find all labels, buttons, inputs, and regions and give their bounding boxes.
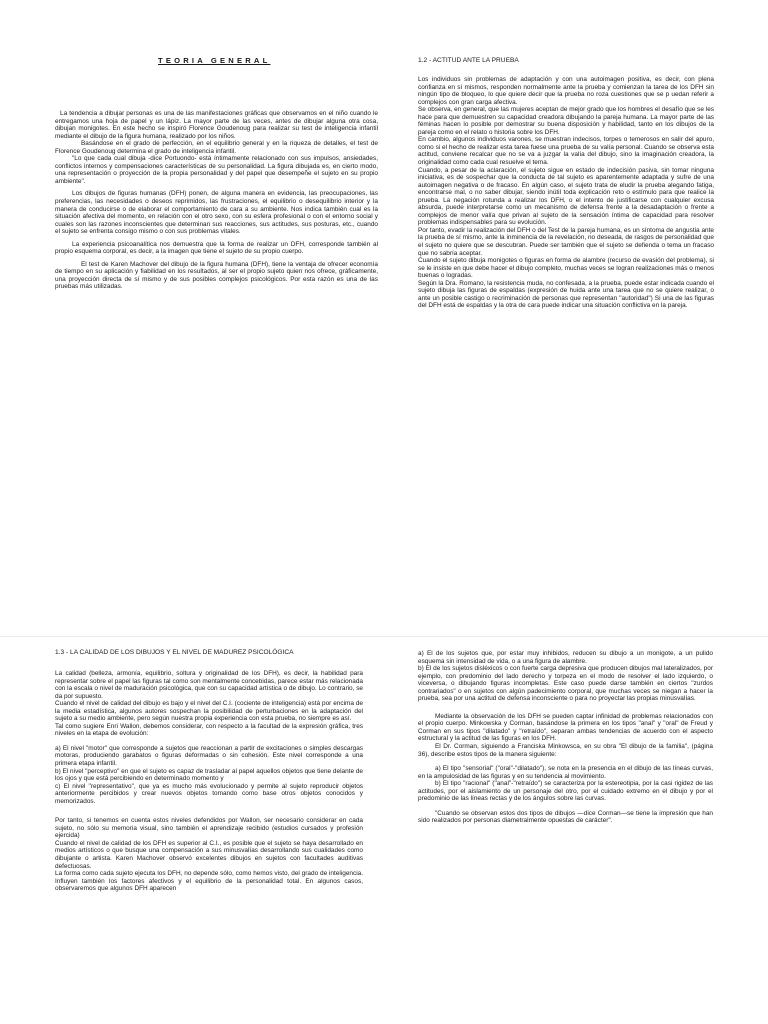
paragraph: Por tanto, evadir la realización del DFH o del Test de la pareja humana, es un síntoma de angustia ante la prueba de sí mismo, ante la inminencia de la revelación, no deseada, de rasgos de personalidad que el sujeto no quiere que se descubran. Puede ser también que el sujeto se defienda o tema un fracaso que no sabría aceptar. bbox=[418, 226, 714, 257]
paragraph: Se observa, en general, que las mujeres aceptan de mejor grado que los hombres el desafío que se les hace para que demuestren su capacidad creadora dibujando la pareja humana. La mayor parte de las féminas hacen lo posible por demostrar su buena disposición y habilidad, tanto en los dibujos de la pareja como en el relato o historia sobre los DFH. bbox=[418, 106, 714, 136]
paragraph: Basándose en el grado de perfección, en el equilibrio general y en la riqueza de detalles, el test de Florence Goudenoug determina el grado de inteligencia infantil. bbox=[55, 140, 378, 155]
page-divider bbox=[0, 636, 768, 637]
paragraph: Tal como sugiere Enri Wallon, debemos considerar, con respecto a la facultad de la expresión gráfica, tres niveles en la etapa de evolución: bbox=[55, 722, 363, 738]
paragraph: Cuando el sujeto dibuja monigotes o figuras en forma de alambre (recurso de evasión del problema), si se le insiste en que debe hacer el dibujo completo, muchas veces se logran realizaciones más o menos buenas o logradas. bbox=[418, 257, 714, 280]
paragraph: En cambio, algunos individuos varones, se muestran indecisos, torpes o temerosos en salir del apuro, como si el hecho de realizar esta tarea fuese una prueba de su valía personal. Cuando se observa esta actitud, conviene recalcar que no se va a juzgar la valía del dibujo, sino la imaginación creadora, la originalidad como cada cual resuelve el tema. bbox=[418, 136, 714, 167]
page-1-right-column bbox=[418, 76, 714, 310]
paragraph: Cuando el nivel de calidad del dibujo es bajo y el nivel del C.I. (cociente de inteligencia) está por encima de la media estadística, algunos autores sospechan la posibilidad de perturbaciones en la adaptación del sujeto a su medio ambiente, pero según nuestra propia experiencia con esta prueba, no siempre es así. bbox=[55, 700, 363, 723]
paragraph: "Lo que cada cual dibuja -dice Portuondo- está íntimamente relacionado con sus impulsos, ansiedades, conflictos internos y compensaciones características de su personalidad. La figura dibujada es, en cierto modo, una representación o proyección de la propia personalidad y del papel que desempeñe el sujeto en su propio ambiente". bbox=[55, 155, 378, 185]
paragraph: La tendencia a dibujar personas es una de las manifestaciones gráficas que observamos en el niño cuando le entregamos una hoja de papel y un lápiz. La mayor parte de las veces, antes de dibujar alguna otra cosa, dibujan monigotes. En este hecho se inspiró Florence Goudenoug para realizar su test de inteligencia infantil mediante el dibujo de la figura humana, realizado por los niños. bbox=[55, 110, 378, 140]
page-2-right-column bbox=[418, 650, 713, 825]
page-1-left-title: TEORIA GENERAL bbox=[158, 56, 271, 65]
paragraph: b) El de los sujetos disléxicos o con fuerte carga depresiva que producen dibujos mal lateralizados, por ejemplo, con predominio del lado derecho y torpeza en el modo de resolver el lado izquierdo, o viceversa, o dibujando figuras incompletas. Este caso puede darse también en ciertos "zurdos contrariados" o en sujetos con algún padecimiento corporal, que muchas veces se niegan a hacer la prueba, sea por una actitud de defensa inconsciente o para no proyectar las propias minusvalías. bbox=[418, 665, 713, 703]
page-1-right-title: 1.2 - ACTITUD ANTE LA PRUEBA bbox=[418, 57, 519, 64]
paragraph: El test de Karen Machover del dibujo de la figura humana (DFH), tiene la ventaja de ofrecer economía de tiempo en su aplicación y fiabilidad en los resultados, al ser el propio sujeto quien nos ofrece, gráficamente, una proyección directa de sí mismo y de sus posibles complejos psicológicos. Por esta razón es una de las pruebas más utilizadas. bbox=[55, 260, 378, 291]
paragraph: Cuando, a pesar de la aclaración, el sujeto sigue en estado de indecisión pasiva, sin tomar ninguna iniciativa, es de sospechar que la conducta de tal sujeto es aparentemente adaptada y sufre de una autoimagen negativa o de fracaso. En algún caso, el sujeto trata de eludir la prueba alegando fatiga, encontrarse mal, o no saber dibujar, siendo inútil toda explicación reto o estímulo para que realice la prueba. La negación rotunda a realizar los DFH, o el intento de justificarse con cualquier excusa absurda, puede interpretarse como un mecanismo de defensa frente a la desadaptación o frente a complejos de menor valía que privan al sujeto de la sensación íntima de capacidad para resolver problemas indispensables para su evolución. bbox=[418, 166, 714, 227]
paragraph: Mediante la observación de los DFH se pueden captar infinidad de problemas relacionados con el propio cuerpo. Minkowska y Corman, basándose la primera en los tipos "anal" y "oral" de Freud y Corman en sus tipos "dilatado" y "retraído", separan ambas tendencias de acuerdo con el aspecto estructural y la actitud de las figuras en los DFH. bbox=[418, 712, 713, 743]
page-2-left-title: 1.3 - LA CALIDAD DE LOS DIBUJOS Y EL NIVEL DE MADUREZ PSICOLÓGICA bbox=[55, 649, 294, 656]
paragraph: Los dibujos de figuras humanas (DFH) ponen, de alguna manera en evidencia, las preocupaciones, las preferencias, las necesidades o deseos reprimidos, las frustraciones, el equilibrio o desequilibrio interior y la manera de conducirse o de elaborar el comportamiento de cara a su ambiente. Nos indica también cual es la situación afectiva del momento, en relación con el otro sexo, con su esfera profesional o con el entorno social y cuales son las razones inconscientes que determinan sus reacciones, sus actitudes, sus posturas, etc., cuando el sujeto se enfrenta consigo mismo o con sus problemas vitales. bbox=[55, 190, 378, 236]
paragraph: c) El nivel "representativo", que ya es mucho más evolucionado y permite al sujeto reproducir objetos anteriormente percibidos y crear nuevos objetos tomando como base otros objetos conocidos y memorizados. bbox=[55, 782, 363, 805]
paragraph: a) El de los sujetos que, por estar muy inhibidos, reducen su dibujo a un monigote, a un pulido esquema sin intensidad de vida, o a una figura de alambre. bbox=[418, 650, 713, 665]
paragraph: La calidad (belleza, armonía, equilibrio, soltura y originalidad de los DFH), es decir, la habilidad para representar sobre el papel las figuras tal como son mentalmente concebidas, parece estar más relacionada con la escala o nivel de maduración psicológica, que con su capacidad artística o de dibujo. Lo contrario, se da por supuesto. bbox=[55, 670, 363, 700]
paragraph: b) El tipo "racional" ("anal"-"retraído") se caracteriza por la estereotipia, por la casi rigidez de las actitudes, por el aislamiento de un personaje del otro, por el cuidado extremo en el dibujo y por el predominio de las líneas rectas y de los ángulos sobre las curvas. bbox=[418, 780, 713, 803]
paragraph: a) El tipo "sensorial" ("oral"-"dilatado"), se nota en la presencia en el dibujo de las líneas curvas, en la ampulosidad de las figuras y en su tendencia al movimiento. bbox=[418, 765, 713, 780]
paragraph: Cuando el nivel de calidad de los DFH es superior al C.I., es posible que el sujeto se haya desarrollado en medios artísticos o que busque una compensación a sus minusvalías desarrollando sus cualidades como dibujante o artista. Karen Machover observó excelentes dibujos en sujetos con facultades auditivas defectuosas. bbox=[55, 839, 363, 870]
paragraph: El Dr. Corman, siguiendo a Franciska Minkowsca, en su obra "El dibujo de la familia", (página 36), describe estos tipos de la manera siguiente: bbox=[418, 743, 713, 758]
paragraph: "Cuando se observan estos dos tipos de dibujos —dice Corman—se tiene la impresión que han sido realizados por personas diametralmente opuestas de carácter". bbox=[418, 809, 713, 825]
paragraph: b) El nivel "perceptivo" en que el sujeto es capaz de trasladar al papel aquellos objetos que tiene delante de los ojos y que está percibiendo en determinado momento y bbox=[55, 767, 363, 783]
page-2-left-column bbox=[55, 670, 363, 893]
paragraph: a) El nivel "motor" que corresponde a sujetos que reaccionan a partir de excitaciones o simples descargas motoras, produciendo garabatos o figuras deformadas o sin cohesión. Este nivel corresponde a una primera etapa infantil. bbox=[55, 744, 363, 768]
paragraph: Por tanto, si tenemos en cuenta estos niveles defendidos por Wallon, ser necesario considerar en cada sujeto, no sólo su memoria visual, sino también el aprendizaje recibido (estudios cursados y profesión ejercida) bbox=[55, 817, 363, 840]
paragraph: La experiencia psicoanalítica nos demuestra que la forma de realizar un DFH, corresponde también al propio esquema corporal, es decir, a la imagen que tiene el sujeto de su propio cuerpo. bbox=[55, 240, 378, 256]
page-1-left-column bbox=[55, 110, 378, 291]
paragraph: Los individuos sin problemas de adaptación y con una autoimagen positiva, es decir, con plena confianza en sí mismos, responden normalmente ante la prueba y comienzan la tarea de los DFH sin ningún tipo de bloqueo, lo que quiere decir que la prueba no roza cuestiones que se p uedan referir a complejos con gran carga afectiva. bbox=[418, 76, 714, 106]
page-2 bbox=[0, 640, 768, 1024]
paragraph: Según la Dra. Romano, la resistencia muda, no confesada, a la prueba, puede estar indicada cuando el sujeto dibuja las figuras de espaldas (expresión de huida ante una tarea que no se quiere realizar, o ante un posible castigo o recriminación de personas que representan "autoridad") Si una de las figuras del DFH está de espaldas y la otra de cara puede indicar una situación conflictiva en la pareja. bbox=[418, 279, 714, 310]
paragraph: La forma como cada sujeto ejecuta los DFH, no depende sólo, como hemos visto, del grado de inteligencia. Influyen también los factores afectivos y el equilibrio de la personalidad total. En algunos casos, observaremos que algunos DFH aparecen bbox=[55, 870, 363, 893]
